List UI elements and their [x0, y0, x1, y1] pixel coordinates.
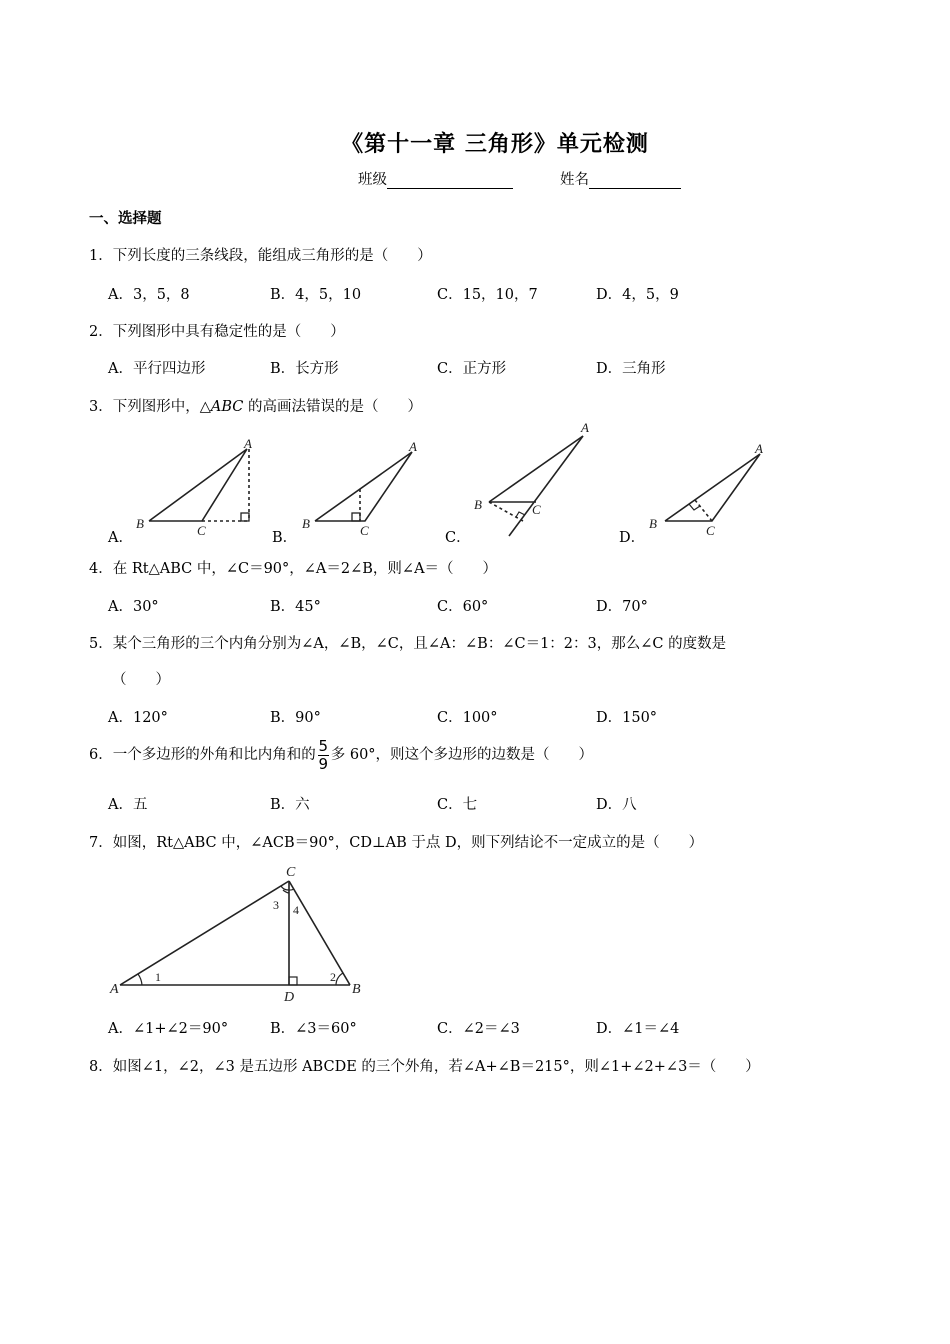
question-text: 多 60°，则这个多边形的边数是（ ） — [330, 747, 594, 763]
q1-option-c[interactable]: C．15，10，7 — [437, 287, 538, 303]
label-c: C — [706, 523, 715, 538]
q2-option-c[interactable]: C．正方形 — [437, 361, 507, 377]
question-text: 如图∠1，∠2，∠3 是五边形 ABCDE 的三个外角，若∠A+∠B＝215°，则∠1+∠2+∠3＝（ ） — [112, 1059, 760, 1075]
q1-option-a[interactable]: A．3，5，8 — [108, 287, 190, 303]
question-2 — [89, 320, 345, 341]
page-title: 《第十一章 三角形》单元检测 — [341, 131, 649, 157]
q5-option-c[interactable]: C．100° — [437, 710, 498, 726]
question-text: 的高画法错误的是（ ） — [248, 399, 422, 415]
question-3 — [89, 395, 422, 416]
angle-1-label: 1 — [155, 970, 161, 984]
angle-3-label: 3 — [273, 898, 279, 912]
question-number: 8． — [89, 1059, 113, 1075]
question-8 — [89, 1055, 760, 1076]
q6-option-a[interactable]: A．五 — [108, 797, 148, 813]
class-blank[interactable] — [387, 172, 513, 189]
class-field[interactable] — [358, 168, 513, 189]
q4-option-a[interactable]: A．30° — [108, 599, 159, 615]
label-b: B — [352, 982, 361, 997]
q4-option-c[interactable]: C．60° — [437, 599, 489, 615]
question-text: 下列长度的三条线段，能组成三角形的是（ ） — [112, 248, 432, 264]
label-c: C — [197, 523, 206, 538]
q3-figure-c — [489, 436, 583, 536]
q2-option-a[interactable]: A．平行四边形 — [108, 361, 206, 377]
q6-option-d[interactable]: D．八 — [596, 797, 637, 813]
name-label: 姓名 — [560, 172, 589, 188]
q1-option-d[interactable]: D．4，5，9 — [596, 287, 679, 303]
section-title: 一、选择题 — [89, 210, 162, 227]
q3-figure-b — [315, 452, 412, 521]
label-a: A — [409, 439, 417, 454]
side-cb — [289, 881, 350, 985]
question-number: 3． — [89, 399, 113, 415]
question-text: 某个三角形的三个内角分别为∠A，∠B，∠C，且∠A：∠B：∠C＝1：2：3，那么∠C 的度数是 — [112, 636, 727, 652]
question-number: 5． — [89, 636, 113, 652]
question-text: 如图，Rt△ABC 中，∠ACB＝90°，CD⊥AB 于点 D，则下列结论不一定成立的是（ ） — [112, 835, 704, 851]
question-6 — [89, 738, 593, 772]
q4-option-d[interactable]: D．70° — [596, 599, 648, 615]
question-text: 下列图形中具有稳定性的是（ ） — [112, 324, 345, 340]
q3-figures — [120, 418, 820, 543]
class-label: 班级 — [358, 172, 387, 188]
q7-figure — [100, 858, 380, 1008]
question-text-italic: ABC — [210, 399, 244, 415]
q1-option-b[interactable]: B．4，5，10 — [270, 287, 362, 303]
q5-option-d[interactable]: D．150° — [596, 710, 658, 726]
question-number: 1． — [89, 248, 113, 264]
fraction-denominator: 9 — [318, 754, 328, 773]
question-number: 6． — [89, 747, 113, 763]
q7-option-c[interactable]: C．∠2＝∠3 — [437, 1021, 520, 1037]
q7-option-b[interactable]: B．∠3＝60° — [270, 1021, 357, 1037]
question-text: 一个多边形的外角和比内角和的 — [112, 747, 316, 763]
q3-option-a[interactable]: A． — [108, 530, 133, 546]
q4-option-b[interactable]: B．45° — [270, 599, 321, 615]
label-a: A — [110, 982, 119, 997]
label-d: D — [284, 990, 295, 1005]
side-ac — [120, 881, 289, 985]
q2-option-b[interactable]: B．长方形 — [270, 361, 339, 377]
label-c: C — [286, 865, 296, 880]
label-a: A — [581, 420, 589, 435]
angle-2-label: 2 — [330, 970, 336, 984]
label-c: C — [360, 523, 369, 538]
q3-option-c[interactable]: C． — [445, 530, 471, 546]
label-b: B — [649, 516, 657, 531]
q2-option-d[interactable]: D．三角形 — [596, 361, 666, 377]
label-b: B — [302, 516, 310, 531]
angle-4-label: 4 — [293, 903, 299, 917]
q3-figure-a — [149, 449, 249, 521]
question-text: 下列图形中，△ — [112, 399, 211, 415]
label-b: B — [136, 516, 144, 531]
fraction — [318, 736, 329, 773]
label-a: A — [755, 441, 763, 456]
label-b: B — [474, 497, 482, 512]
q6-option-c[interactable]: C．七 — [437, 797, 478, 813]
q3-figure-d — [665, 454, 760, 521]
question-5-blank: （ ） — [112, 672, 170, 688]
question-1 — [89, 244, 432, 265]
q3-option-b[interactable]: B． — [272, 530, 298, 546]
q6-option-b[interactable]: B．六 — [270, 797, 310, 813]
question-7 — [89, 831, 703, 852]
name-field[interactable] — [560, 168, 681, 189]
q7-option-d[interactable]: D．∠1＝∠4 — [596, 1021, 680, 1037]
q7-option-a[interactable]: A．∠1+∠2＝90° — [108, 1021, 229, 1037]
question-4 — [89, 557, 497, 578]
question-text: 在 Rt△ABC 中，∠C＝90°，∠A＝2∠B，则∠A＝（ ） — [112, 561, 498, 577]
question-number: 7． — [89, 835, 113, 851]
name-blank[interactable] — [589, 172, 681, 189]
fraction-numerator: 5 — [318, 736, 328, 755]
q3-option-d[interactable]: D． — [619, 530, 646, 546]
label-c: C — [532, 502, 541, 517]
q5-option-a[interactable]: A．120° — [108, 710, 168, 726]
q5-option-b[interactable]: B．90° — [270, 710, 321, 726]
question-number: 4． — [89, 561, 113, 577]
question-5 — [89, 632, 726, 653]
question-number: 2． — [89, 324, 113, 340]
label-a: A — [244, 436, 252, 451]
